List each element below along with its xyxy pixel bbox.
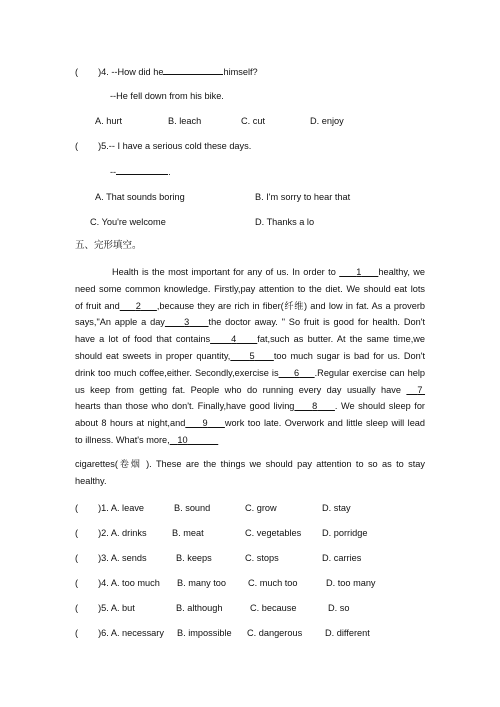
blank-8: 8	[312, 401, 318, 412]
cloze-question-2: ( )2. A. drinks	[75, 528, 147, 538]
cloze-question-1: ( )1. A. leave	[75, 503, 145, 513]
cloze-passage-end	[75, 456, 425, 490]
cloze-question-5: ( )5. A. but	[75, 603, 135, 613]
cloze-q2-option-b: B. meat	[172, 528, 204, 538]
blank-9: 9	[202, 418, 208, 429]
cloze-question-3: ( )3. A. sends	[75, 553, 147, 563]
passage-line: drink too much coffee,either. Secondly,exercise is 6 .Regular exercise can help	[75, 367, 426, 378]
cloze-q2-option-d: D. porridge	[322, 528, 368, 538]
cloze-q4-option-c: C. much too	[248, 578, 298, 588]
question-text: -- I have a serious cold these days.	[108, 141, 252, 151]
question-text: --How did he	[111, 67, 164, 77]
q5-option-b: B. I'm sorry to hear that	[255, 192, 351, 202]
answer-paren: (	[75, 141, 79, 151]
cloze-q6-option-c: C. dangerous	[247, 628, 303, 638]
question-4-answer: --He fell down from his bike.	[110, 91, 224, 101]
option-a: )3. A. sends	[98, 553, 147, 563]
section-title: 五、完形填空。	[75, 240, 142, 251]
cloze-q3-option-b: B. keeps	[176, 553, 212, 563]
option-a: )1. A. leave	[98, 503, 145, 513]
blank-1: 1	[356, 267, 362, 277]
blank-5: 5	[249, 350, 255, 361]
question-number: )5.	[98, 141, 109, 151]
passage-line: to illness. What's more, 10	[75, 432, 425, 449]
q5-option-c: C. You're welcome	[90, 217, 166, 227]
answer-blank	[116, 165, 168, 175]
question-5-reply	[110, 165, 171, 178]
q4-option-b: B. leach	[168, 116, 202, 126]
cloze-q1-option-d: D. stay	[322, 503, 351, 513]
cloze-q4-option-b: B. many too	[177, 578, 227, 588]
blank-3: 3	[184, 317, 190, 328]
cloze-q5-option-b: B. although	[176, 603, 223, 613]
passage-line: Health is the most important for any of us. In order to 1 healthy, we	[112, 267, 426, 277]
question-number: )4.	[98, 67, 109, 77]
question-5-stem	[75, 140, 251, 152]
cloze-q1-option-c: C. grow	[245, 503, 277, 513]
passage-line: us keep from getting fat. People who do running every day usually have 7	[75, 382, 425, 399]
passage-line: healthy.	[75, 475, 107, 486]
q5-option-d: D. Thanks a lo	[255, 217, 315, 227]
option-a: )5. A. but	[98, 603, 135, 613]
answer-paren: (	[75, 67, 79, 77]
option-a: )6. A. necessary	[98, 628, 164, 638]
cloze-q5-option-c: C. because	[250, 603, 297, 613]
cloze-q5-option-d: D. so	[328, 603, 350, 613]
passage-line: have a lot of food that contains 4 fat,such as butter. At the same time,we	[75, 334, 426, 345]
q4-option-c: C. cut	[241, 116, 265, 126]
blank-6: 6	[294, 367, 300, 378]
cloze-q6-option-d: D. different	[325, 628, 370, 638]
cloze-q2-option-c: C. vegetables	[245, 528, 302, 538]
blank-10: 10	[177, 434, 188, 445]
blank-2: 2	[135, 300, 141, 311]
passage-line: hearts than those who don't. Finally,have good living 8 . We should sleep for	[75, 401, 425, 412]
reply-prefix: --	[110, 167, 117, 177]
passage-line: says,"An apple a day 3 the doctor away. " So fruit is good for health. Don't	[75, 317, 425, 328]
cloze-question-4: ( )4. A. too much	[75, 578, 160, 588]
passage-line: cigarettes(卷烟 ). These are the things we should pay attention to so as to stay	[75, 459, 425, 470]
option-a: )2. A. drinks	[98, 528, 147, 538]
q4-option-a: A. hurt	[95, 116, 123, 126]
option-a: )4. A. too much	[98, 578, 160, 588]
cloze-q1-option-b: B. sound	[174, 503, 211, 513]
passage-line: should eat sweets in proper quantity, 5 too much sugar is bad for us. Don't	[75, 350, 425, 361]
q5-option-a: A. That sounds boring	[95, 192, 185, 202]
blank-4: 4	[231, 334, 237, 345]
cloze-q6-option-b: B. impossible	[177, 628, 232, 638]
cloze-q4-option-d: D. too many	[326, 578, 376, 588]
question-text-end: himself?	[223, 67, 258, 77]
cloze-passage	[75, 264, 425, 449]
answer-blank	[163, 65, 223, 75]
q4-option-d: D. enjoy	[310, 116, 344, 126]
passage-line: of fruit and 2 ,because they are rich in fiber(纤维) and low in fat. As a proverb	[75, 300, 426, 312]
passage-line: about 8 hours at night,and 9 work too late. Overwork and little sleep will lead	[75, 418, 426, 429]
cloze-question-6: ( )6. A. necessary	[75, 628, 164, 638]
cloze-q3-option-d: D. carries	[322, 553, 362, 563]
cloze-q3-option-c: C. stops	[245, 553, 279, 563]
blank-7: 7	[417, 384, 423, 395]
question-4-stem	[75, 65, 258, 78]
reply-suffix: .	[168, 167, 171, 177]
passage-line: need some common knowledge. Firstly,pay attention to the diet. We should eat lots	[75, 283, 425, 294]
